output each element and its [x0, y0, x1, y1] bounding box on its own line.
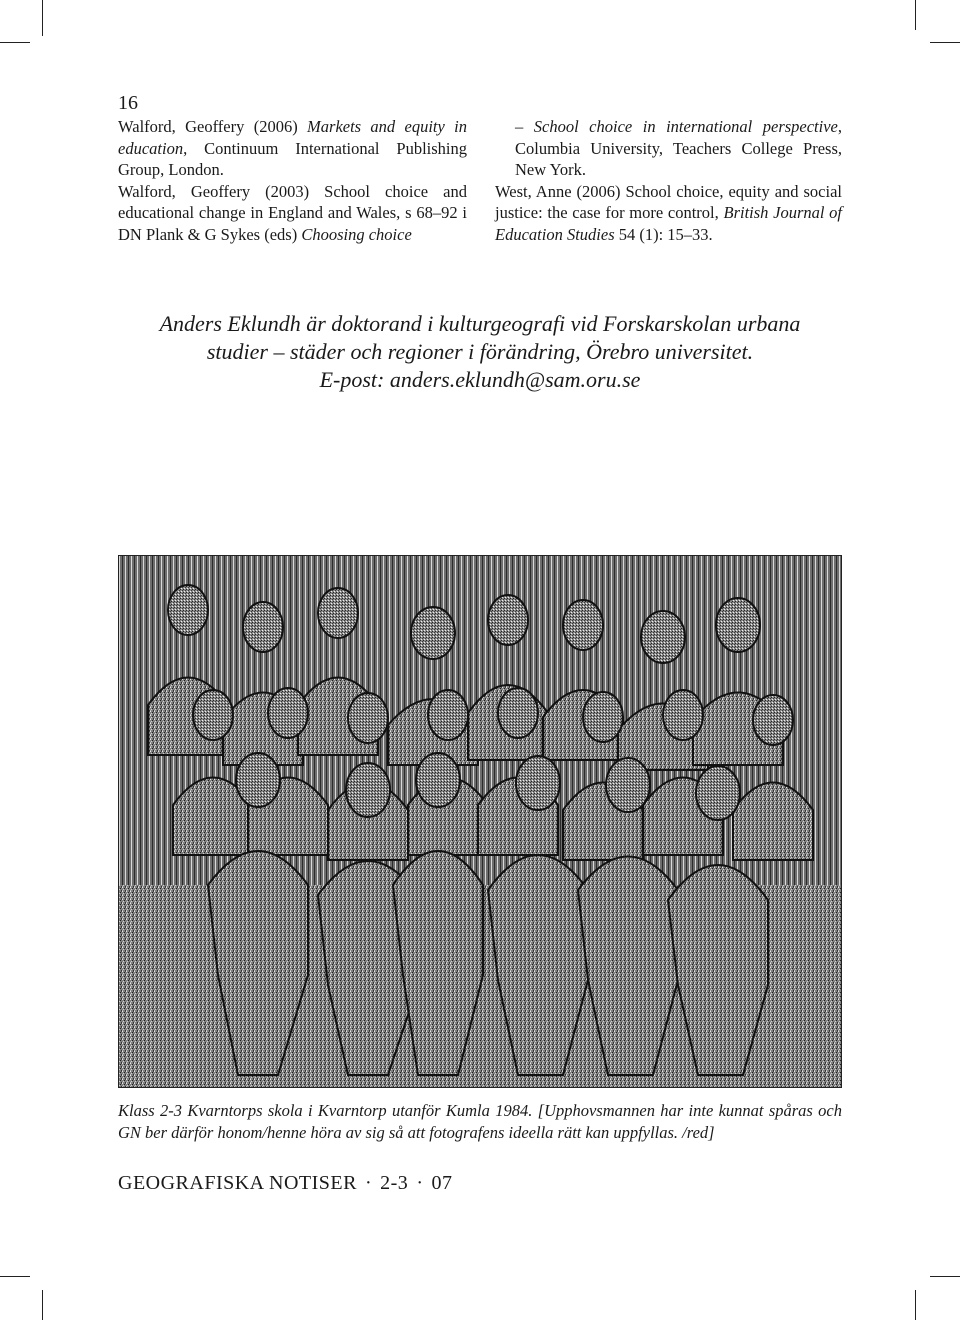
- author-bio: [118, 310, 842, 394]
- running-footer: [118, 1172, 452, 1195]
- crop-mark-top-left-h: [0, 42, 30, 43]
- reference-walford-2003-continued: [495, 116, 842, 181]
- author-email: E-post: anders.eklundh@sam.oru.se: [319, 367, 641, 392]
- reference-text: , Columbia University, Teachers College Press, New York.: [515, 117, 842, 179]
- reference-text: Walford, Geoffery (2003) School choice and educational change in England and Wales, s 68–92 i DN Plank & G Sykes (eds): [118, 181, 467, 244]
- reference-walford-2003: [118, 181, 467, 246]
- reference-walford-2006: [118, 116, 467, 181]
- class-photo: [118, 555, 842, 1088]
- issue-number: 2-3: [380, 1172, 409, 1194]
- reference-title: Markets and equity in education: [118, 117, 468, 158]
- separator-dot-icon: ·: [416, 1172, 424, 1194]
- reference-title: – School choice in international perspective: [515, 117, 838, 136]
- author-bio-line: studier – städer och regioner i förändring, Örebro universitet.: [206, 339, 754, 364]
- journal-name: GEOGRAFISKA NOTISER: [118, 1172, 357, 1194]
- references-left-column: [118, 116, 467, 245]
- crop-mark-top-right-h: [930, 42, 960, 43]
- crop-mark-bottom-left: [42, 1290, 43, 1320]
- reference-west-2006: [495, 181, 842, 246]
- reference-text: 54 (1): 15–33.: [614, 224, 713, 244]
- reference-text: West, Anne (2006) School choice, equity and social justice: the case for more control,: [495, 181, 842, 222]
- issue-year: 07: [431, 1172, 453, 1194]
- photo-caption: Klass 2-3 Kvarntorps skola i Kvarntorp utanför Kumla 1984. [Upphovsmannen har inte kunnat spåras och GN ber därför honom/henne höra av sig så att fotografens ideella rätt kan uppfyllas. /red]: [118, 1101, 842, 1142]
- crop-mark-bottom-right-h: [930, 1276, 960, 1277]
- references-right-column: [495, 116, 842, 245]
- author-bio-line: Anders Eklundh är doktorand i kulturgeografi vid Forskarskolan urbana: [159, 311, 801, 336]
- separator-dot-icon: ·: [364, 1172, 373, 1194]
- reference-text: , Continuum International Publishing Group, London.: [118, 138, 467, 179]
- class-photo-image: [118, 555, 842, 1088]
- reference-title: British Journal of Education Studies: [495, 203, 842, 244]
- crop-mark-bottom-right: [915, 1290, 916, 1320]
- reference-title: Choosing choice: [301, 224, 412, 244]
- crop-mark-bottom-left-h: [0, 1276, 30, 1277]
- reference-text: Walford, Geoffery (2006): [118, 117, 308, 136]
- crop-mark-top-left: [42, 0, 43, 36]
- crop-mark-top-right: [915, 0, 916, 30]
- page-number: 16: [118, 92, 138, 114]
